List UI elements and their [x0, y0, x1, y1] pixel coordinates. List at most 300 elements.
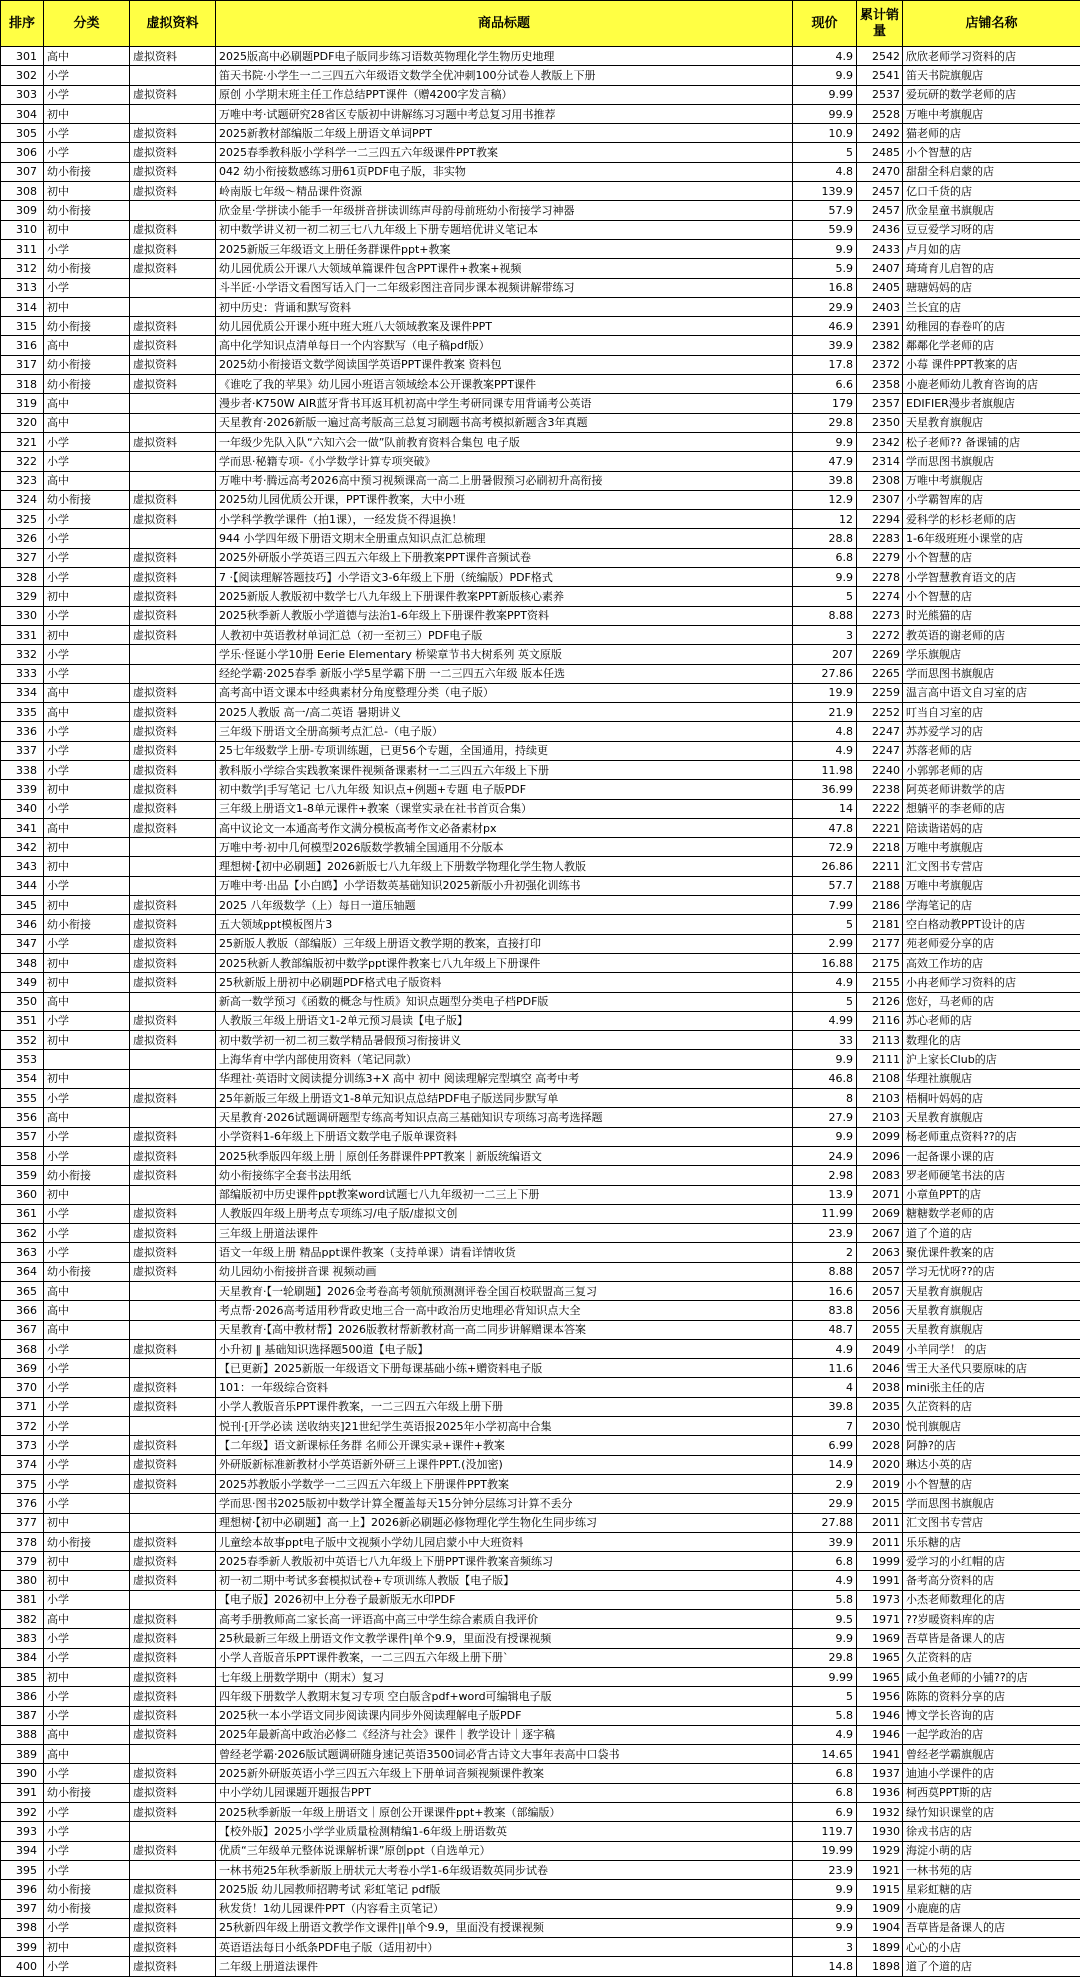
- cell-type: 虚拟资料: [130, 1455, 216, 1474]
- table-row: [1, 220, 1080, 239]
- cell-type: 虚拟资料: [130, 510, 216, 529]
- cell-price: 6.99: [793, 1436, 857, 1455]
- cell-category: 高中: [44, 1282, 130, 1301]
- cell-category: 初中: [44, 625, 130, 644]
- cell-rank: 370: [1, 1378, 44, 1397]
- header-rank: 排序: [1, 1, 44, 47]
- cell-shop: 欣金星童书旗舰店: [903, 201, 1080, 220]
- cell-sales: 2391: [857, 317, 903, 336]
- cell-category: 高中: [44, 818, 130, 837]
- cell-shop: 亿口千货的店: [903, 182, 1080, 201]
- cell-title: 25年新版三年级上册语文1-8单元知识点总结PDF电子版送同步默写单: [216, 1089, 793, 1108]
- cell-category: 高中: [44, 992, 130, 1011]
- table-row: [1, 201, 1080, 220]
- cell-rank: 324: [1, 490, 44, 509]
- cell-type: [130, 413, 216, 432]
- cell-price: 6.8: [793, 548, 857, 567]
- cell-shop: 雪王大圣代只要原味的店: [903, 1359, 1080, 1378]
- cell-price: 4.9: [793, 741, 857, 760]
- cell-type: 虚拟资料: [130, 143, 216, 162]
- cell-rank: 331: [1, 625, 44, 644]
- cell-rank: 303: [1, 85, 44, 104]
- cell-rank: 365: [1, 1282, 44, 1301]
- cell-rank: 395: [1, 1860, 44, 1879]
- cell-rank: 340: [1, 799, 44, 818]
- cell-title: 25秋最新三年级上册语文作文教学课件|单个9.9，里面没有授课视频: [216, 1629, 793, 1648]
- cell-type: 虚拟资料: [130, 1262, 216, 1281]
- cell-rank: 375: [1, 1474, 44, 1493]
- cell-shop: 小个智慧的店: [903, 548, 1080, 567]
- cell-price: 9.9: [793, 1880, 857, 1899]
- cell-type: 虚拟资料: [130, 1339, 216, 1358]
- cell-price: 27.86: [793, 664, 857, 683]
- cell-shop: 叮当自习室的店: [903, 703, 1080, 722]
- cell-price: 9.9: [793, 432, 857, 451]
- cell-title: 教科版小学综合实践教案课件视频备课素材一二三四五六年级上下册: [216, 760, 793, 779]
- header-sales: 累计销量: [857, 1, 903, 47]
- cell-type: 虚拟资料: [130, 1166, 216, 1185]
- cell-shop: 久芷资料的店: [903, 1397, 1080, 1416]
- table-row: [1, 1166, 1080, 1185]
- cell-type: [130, 1513, 216, 1532]
- cell-price: 5: [793, 1687, 857, 1706]
- cell-type: 虚拟资料: [130, 1629, 216, 1648]
- cell-shop: 学习无忧呀??的店: [903, 1262, 1080, 1281]
- cell-sales: 2403: [857, 297, 903, 316]
- cell-type: [130, 664, 216, 683]
- cell-type: [130, 297, 216, 316]
- cell-shop: 博文学长咨询的店: [903, 1706, 1080, 1725]
- cell-rank: 400: [1, 1957, 44, 1976]
- cell-rank: 326: [1, 529, 44, 548]
- table-row: [1, 876, 1080, 895]
- cell-sales: 2108: [857, 1069, 903, 1088]
- cell-sales: 2015: [857, 1494, 903, 1513]
- cell-title: 中小学幼儿园课题开题报告PPT: [216, 1783, 793, 1802]
- cell-title: 上海华育中学内部使用资料（笔记同款）: [216, 1050, 793, 1069]
- table-row: [1, 1783, 1080, 1802]
- cell-price: 57.7: [793, 876, 857, 895]
- cell-sales: 2099: [857, 1127, 903, 1146]
- cell-title: 【校外版】2025小学学业质量检测精编1-6年级上册语数英: [216, 1822, 793, 1841]
- cell-price: 4.9: [793, 1571, 857, 1590]
- cell-type: 虚拟资料: [130, 915, 216, 934]
- cell-price: 6.9: [793, 1803, 857, 1822]
- cell-shop: 汇文图书专营店: [903, 857, 1080, 876]
- cell-title: 语文一年级上册 精品ppt课件教案（支持单课）请看详情收货: [216, 1243, 793, 1262]
- cell-type: 虚拟资料: [130, 1899, 216, 1918]
- cell-shop: 学而思图书旗舰店: [903, 664, 1080, 683]
- cell-type: 虚拟资料: [130, 1146, 216, 1165]
- cell-category: 小学: [44, 1687, 130, 1706]
- cell-sales: 2457: [857, 201, 903, 220]
- cell-title: 【二年级】语文新课标任务群 名师公开课实录+课件+教案: [216, 1436, 793, 1455]
- cell-title: 秋发货！1幼儿园课件PPT（内容看主页笔记）: [216, 1899, 793, 1918]
- cell-title: 2025版高中必刷题PDF电子版同步练习语数英物理化学生物历史地理: [216, 47, 793, 66]
- cell-category: 初中: [44, 1552, 130, 1571]
- cell-price: 16.6: [793, 1282, 857, 1301]
- table-row: [1, 1667, 1080, 1686]
- cell-category: 小学: [44, 1089, 130, 1108]
- cell-price: 16.88: [793, 953, 857, 972]
- cell-title: 初中数学|手写笔记 七八九年级 知识点+例题+专题 电子版PDF: [216, 780, 793, 799]
- cell-title: 天星教育·2026新版一遍过高考版高三总复习刷题书高考模拟新题含3年真题: [216, 413, 793, 432]
- cell-rank: 352: [1, 1031, 44, 1050]
- cell-title: 2025秋一本小学语文同步阅读课内同步外阅读理解电子版PDF: [216, 1706, 793, 1725]
- cell-price: 9.9: [793, 66, 857, 85]
- cell-type: [130, 1185, 216, 1204]
- cell-price: 57.9: [793, 201, 857, 220]
- cell-rank: 334: [1, 683, 44, 702]
- table-row: [1, 297, 1080, 316]
- cell-category: 高中: [44, 703, 130, 722]
- cell-rank: 315: [1, 317, 44, 336]
- cell-shop: 一起学政治的店: [903, 1725, 1080, 1744]
- cell-shop: 温言高中语文自习室的店: [903, 683, 1080, 702]
- cell-sales: 2357: [857, 394, 903, 413]
- cell-category: 小学: [44, 124, 130, 143]
- cell-category: 小学: [44, 432, 130, 451]
- table-row: [1, 1610, 1080, 1629]
- cell-title: 儿童绘本故事ppt电子版中文视频小学幼儿园启蒙小中大班资料: [216, 1532, 793, 1551]
- cell-category: 幼小衔接: [44, 1262, 130, 1281]
- cell-type: 虚拟资料: [130, 47, 216, 66]
- cell-sales: 1971: [857, 1610, 903, 1629]
- cell-category: 高中: [44, 394, 130, 413]
- table-row: [1, 355, 1080, 374]
- cell-title: 2025春季新人教版初中英语七八九年级上下册PPT课件教案音频练习: [216, 1552, 793, 1571]
- cell-shop: 琳达小英的店: [903, 1455, 1080, 1474]
- cell-sales: 2055: [857, 1320, 903, 1339]
- cell-rank: 341: [1, 818, 44, 837]
- cell-type: 虚拟资料: [130, 317, 216, 336]
- cell-shop: 万唯中考旗舰店: [903, 838, 1080, 857]
- cell-category: 高中: [44, 413, 130, 432]
- cell-title: 初中历史：背诵和默写资料: [216, 297, 793, 316]
- cell-type: 虚拟资料: [130, 1089, 216, 1108]
- cell-shop: 教英语的谢老师的店: [903, 625, 1080, 644]
- cell-shop: 爱玩研的数学老师的店: [903, 85, 1080, 104]
- cell-sales: 2030: [857, 1417, 903, 1436]
- cell-title: 2025苏教版小学数学一二三四五六年级上下册课件PPT教案: [216, 1474, 793, 1493]
- cell-type: 虚拟资料: [130, 587, 216, 606]
- cell-price: 39.9: [793, 336, 857, 355]
- cell-shop: 笛天书院旗舰店: [903, 66, 1080, 85]
- cell-category: 小学: [44, 1764, 130, 1783]
- cell-rank: 384: [1, 1648, 44, 1667]
- cell-category: 高中: [44, 47, 130, 66]
- cell-title: 华理社·英语时文阅读提分训练3+X 高中 初中 阅读理解完型填空 高考中考: [216, 1069, 793, 1088]
- cell-rank: 327: [1, 548, 44, 567]
- cell-price: 14.65: [793, 1745, 857, 1764]
- cell-shop: 万唯中考旗舰店: [903, 104, 1080, 123]
- cell-price: 27.88: [793, 1513, 857, 1532]
- cell-price: 9.9: [793, 1629, 857, 1648]
- cell-sales: 2155: [857, 973, 903, 992]
- cell-rank: 351: [1, 1011, 44, 1030]
- cell-rank: 350: [1, 992, 44, 1011]
- table-row: [1, 1339, 1080, 1358]
- cell-rank: 345: [1, 896, 44, 915]
- cell-type: [130, 992, 216, 1011]
- cell-price: 13.9: [793, 1185, 857, 1204]
- cell-price: 14.8: [793, 1957, 857, 1976]
- cell-category: 幼小衔接: [44, 490, 130, 509]
- cell-shop: 鄰鄰化学老师的店: [903, 336, 1080, 355]
- cell-title: 《谁吃了我的苹果》幼儿园小班语言领域绘本公开课教案PPT课件: [216, 375, 793, 394]
- table-row: [1, 1185, 1080, 1204]
- table-row: [1, 1455, 1080, 1474]
- cell-sales: 1921: [857, 1860, 903, 1879]
- cell-rank: 373: [1, 1436, 44, 1455]
- table-row: [1, 664, 1080, 683]
- table-row: [1, 1031, 1080, 1050]
- table-row: [1, 896, 1080, 915]
- cell-title: 幼儿园优质公开课八大领域单篇课件包含PPT课件+教案+视频: [216, 259, 793, 278]
- cell-title: 三年级上册道法课件: [216, 1224, 793, 1243]
- cell-price: 4.8: [793, 722, 857, 741]
- cell-sales: 1965: [857, 1648, 903, 1667]
- cell-type: [130, 201, 216, 220]
- cell-price: 5.8: [793, 1590, 857, 1609]
- table-row: [1, 1050, 1080, 1069]
- cell-price: 19.9: [793, 683, 857, 702]
- cell-sales: 2238: [857, 780, 903, 799]
- cell-sales: 2405: [857, 278, 903, 297]
- cell-price: 39.8: [793, 1397, 857, 1416]
- cell-type: [130, 838, 216, 857]
- header-category: 分类: [44, 1, 130, 47]
- cell-rank: 372: [1, 1417, 44, 1436]
- cell-type: 虚拟资料: [130, 432, 216, 451]
- table-row: [1, 683, 1080, 702]
- cell-shop: 兰长宜的店: [903, 297, 1080, 316]
- cell-sales: 2035: [857, 1397, 903, 1416]
- cell-category: 小学: [44, 1127, 130, 1146]
- cell-type: 虚拟资料: [130, 548, 216, 567]
- table-row: [1, 66, 1080, 85]
- cell-shop: 徐戎书店的店: [903, 1822, 1080, 1841]
- cell-title: 幼儿园幼小衔接拼音课 视频动画: [216, 1262, 793, 1281]
- cell-rank: 304: [1, 104, 44, 123]
- cell-type: [130, 1745, 216, 1764]
- cell-shop: 绿竹知识课堂的店: [903, 1803, 1080, 1822]
- cell-title: 小学科学教学课件（拍1课），一经发货不得退换！: [216, 510, 793, 529]
- cell-rank: 347: [1, 934, 44, 953]
- cell-sales: 1999: [857, 1552, 903, 1571]
- cell-shop: 猫老师的店: [903, 124, 1080, 143]
- cell-price: 9.9: [793, 1127, 857, 1146]
- cell-price: 59.9: [793, 220, 857, 239]
- cell-price: 12: [793, 510, 857, 529]
- cell-title: 斗半匠·小学语文看图写话入门一二年级彩图注音同步课本视频讲解带练习: [216, 278, 793, 297]
- cell-sales: 1973: [857, 1590, 903, 1609]
- cell-price: 29.9: [793, 1494, 857, 1513]
- cell-type: 虚拟资料: [130, 490, 216, 509]
- cell-sales: 2096: [857, 1146, 903, 1165]
- cell-sales: 1965: [857, 1667, 903, 1686]
- cell-rank: 391: [1, 1783, 44, 1802]
- cell-category: 小学: [44, 645, 130, 664]
- cell-title: 理想树·【初中必刷题】2026新版七八九年级上下册数学物理化学生物人教版: [216, 857, 793, 876]
- cell-sales: 2011: [857, 1532, 903, 1551]
- cell-type: 虚拟资料: [130, 355, 216, 374]
- table-row: [1, 490, 1080, 509]
- cell-type: 虚拟资料: [130, 1783, 216, 1802]
- table-row: [1, 992, 1080, 1011]
- cell-title: 外研版新标准新教材小学英语新外研三上课件PPT.(没加密): [216, 1455, 793, 1474]
- cell-category: 高中: [44, 1610, 130, 1629]
- cell-type: [130, 104, 216, 123]
- cell-rank: 320: [1, 413, 44, 432]
- table-row: [1, 1725, 1080, 1744]
- cell-price: 39.8: [793, 471, 857, 490]
- cell-sales: 1946: [857, 1725, 903, 1744]
- cell-rank: 346: [1, 915, 44, 934]
- cell-price: 16.8: [793, 278, 857, 297]
- cell-type: 虚拟资料: [130, 336, 216, 355]
- cell-category: 小学: [44, 1378, 130, 1397]
- cell-title: 101：一年级综合资料: [216, 1378, 793, 1397]
- cell-price: 11.99: [793, 1204, 857, 1223]
- cell-shop: 时光熊猫的店: [903, 606, 1080, 625]
- cell-title: 人教版四年级上册考点专项练习/电子版/虚拟文创: [216, 1204, 793, 1223]
- cell-rank: 367: [1, 1320, 44, 1339]
- cell-type: 虚拟资料: [130, 1648, 216, 1667]
- cell-type: 虚拟资料: [130, 934, 216, 953]
- cell-price: 5: [793, 143, 857, 162]
- cell-title: 欣金星·学拼读小能手一年级拼音拼读训练声母韵母前班幼小衔接学习神器: [216, 201, 793, 220]
- cell-type: 虚拟资料: [130, 182, 216, 201]
- cell-shop: 柯西莫PPT斯的店: [903, 1783, 1080, 1802]
- cell-shop: 高效工作坊的店: [903, 953, 1080, 972]
- table-row: [1, 606, 1080, 625]
- cell-category: 小学: [44, 548, 130, 567]
- cell-rank: 355: [1, 1089, 44, 1108]
- cell-category: 幼小衔接: [44, 162, 130, 181]
- cell-rank: 336: [1, 722, 44, 741]
- header-type: 虚拟资料: [130, 1, 216, 47]
- table-row: [1, 1436, 1080, 1455]
- cell-price: 8.88: [793, 1262, 857, 1281]
- table-row: [1, 645, 1080, 664]
- cell-shop: mini张主任的店: [903, 1378, 1080, 1397]
- cell-price: 179: [793, 394, 857, 413]
- cell-category: 高中: [44, 336, 130, 355]
- cell-price: 46.8: [793, 1069, 857, 1088]
- cell-category: 小学: [44, 1397, 130, 1416]
- cell-price: 4.9: [793, 1725, 857, 1744]
- cell-price: 10.9: [793, 124, 857, 143]
- cell-price: 2.98: [793, 1166, 857, 1185]
- cell-rank: 397: [1, 1899, 44, 1918]
- table-row: [1, 413, 1080, 432]
- table-row: [1, 1108, 1080, 1127]
- cell-shop: 您好，马老师的店: [903, 992, 1080, 1011]
- cell-rank: 383: [1, 1629, 44, 1648]
- cell-sales: 2342: [857, 432, 903, 451]
- cell-sales: 1956: [857, 1687, 903, 1706]
- cell-type: 虚拟资料: [130, 1938, 216, 1957]
- cell-title: 笛天书院·小学生一二三四五六年级语文数学全优冲刺100分试卷人教版上下册: [216, 66, 793, 85]
- cell-type: 虚拟资料: [130, 1841, 216, 1860]
- cell-rank: 368: [1, 1339, 44, 1358]
- cell-title: 7 ·【阅读理解答题技巧】小学语文3-6年级上下册（统编版）PDF格式: [216, 568, 793, 587]
- table-row: [1, 934, 1080, 953]
- cell-type: 虚拟资料: [130, 683, 216, 702]
- cell-shop: 天星教育旗舰店: [903, 1301, 1080, 1320]
- cell-title: 2025 八年级数学（上）每日一道压轴题: [216, 896, 793, 915]
- table-row: [1, 239, 1080, 258]
- cell-sales: 2314: [857, 452, 903, 471]
- table-row: [1, 1899, 1080, 1918]
- cell-price: 47.9: [793, 452, 857, 471]
- cell-sales: 1909: [857, 1899, 903, 1918]
- cell-sales: 2111: [857, 1050, 903, 1069]
- cell-category: 初中: [44, 1938, 130, 1957]
- table-row: [1, 317, 1080, 336]
- cell-shop: 小章鱼PPT的店: [903, 1185, 1080, 1204]
- cell-title: 学而思·图书2025版初中数学计算全覆盖每天15分钟分层练习计算不丢分: [216, 1494, 793, 1513]
- table-row: [1, 162, 1080, 181]
- cell-sales: 1969: [857, 1629, 903, 1648]
- table-row: [1, 1243, 1080, 1262]
- cell-category: 小学: [44, 239, 130, 258]
- cell-type: [130, 1822, 216, 1841]
- cell-price: 5.8: [793, 1706, 857, 1725]
- cell-shop: 阿静?的店: [903, 1436, 1080, 1455]
- table-row: [1, 143, 1080, 162]
- cell-shop: 罗老师硬笔书法的店: [903, 1166, 1080, 1185]
- cell-type: [130, 645, 216, 664]
- cell-shop: 甜甜全科启蒙的店: [903, 162, 1080, 181]
- cell-rank: 306: [1, 143, 44, 162]
- cell-rank: 307: [1, 162, 44, 181]
- cell-rank: 387: [1, 1706, 44, 1725]
- cell-sales: 2011: [857, 1513, 903, 1532]
- cell-rank: 309: [1, 201, 44, 220]
- cell-title: 一年级少先队入队“六知六会一做”队前教育资料合集包 电子版: [216, 432, 793, 451]
- cell-sales: 1937: [857, 1764, 903, 1783]
- cell-shop: 卢月如的店: [903, 239, 1080, 258]
- cell-title: 2025版 幼儿园教师招聘考试 彩虹笔记 pdf版: [216, 1880, 793, 1899]
- cell-category: 幼小衔接: [44, 355, 130, 374]
- cell-category: 初中: [44, 104, 130, 123]
- cell-shop: 数理化的店: [903, 1031, 1080, 1050]
- cell-shop: 小冉老师学习资料的店: [903, 973, 1080, 992]
- cell-shop: 小鹿老师幼儿教育咨询的店: [903, 375, 1080, 394]
- cell-price: 14: [793, 799, 857, 818]
- cell-shop: 小羊同学！ 的店: [903, 1339, 1080, 1358]
- cell-sales: 2372: [857, 355, 903, 374]
- table-row: [1, 124, 1080, 143]
- cell-sales: 2240: [857, 760, 903, 779]
- cell-rank: 330: [1, 606, 44, 625]
- table-row: [1, 259, 1080, 278]
- cell-title: 小升初 ‖ 基础知识选择题500道【电子版】: [216, 1339, 793, 1358]
- cell-sales: 2056: [857, 1301, 903, 1320]
- cell-shop: 天星教育旗舰店: [903, 1320, 1080, 1339]
- cell-type: 虚拟资料: [130, 953, 216, 972]
- table-row: [1, 741, 1080, 760]
- cell-type: 虚拟资料: [130, 1725, 216, 1744]
- cell-type: 虚拟资料: [130, 1031, 216, 1050]
- cell-type: 虚拟资料: [130, 1764, 216, 1783]
- cell-shop: 想躺平的李老师的店: [903, 799, 1080, 818]
- cell-shop: 学而思图书旗舰店: [903, 1494, 1080, 1513]
- cell-type: 虚拟资料: [130, 162, 216, 181]
- cell-rank: 378: [1, 1532, 44, 1551]
